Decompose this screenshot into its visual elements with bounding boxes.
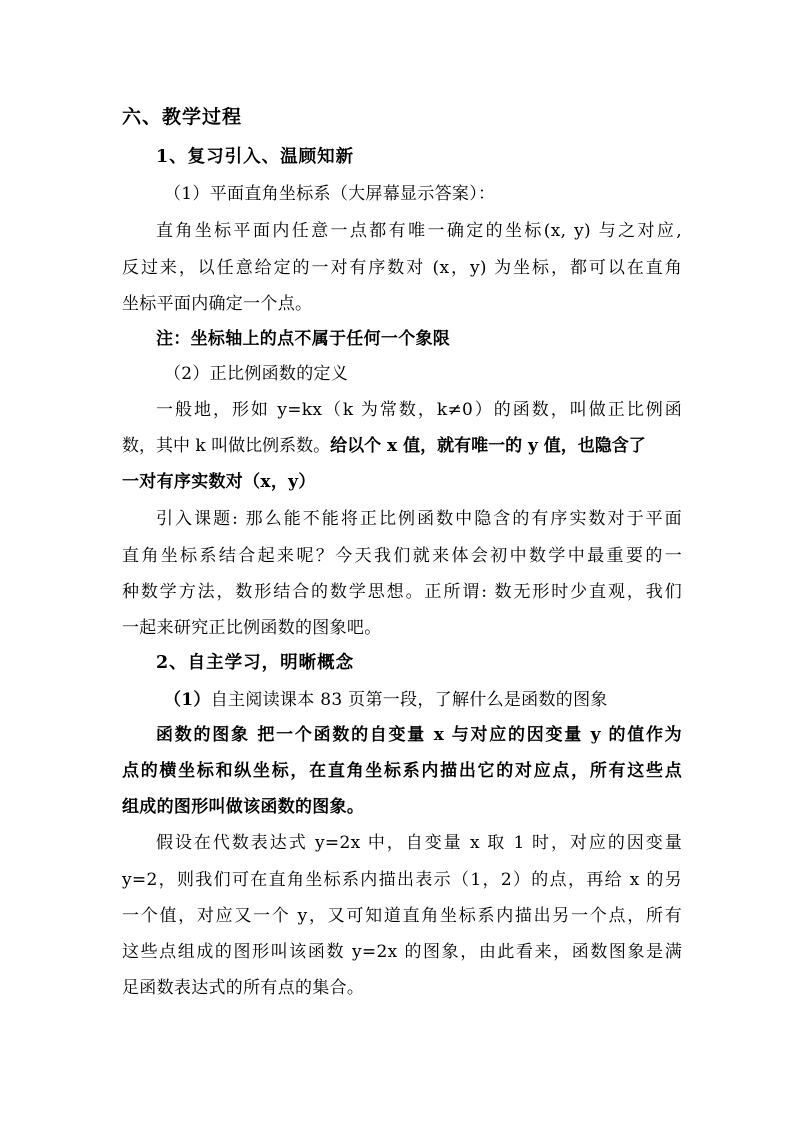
- item2-title: （2）正比例函数的定义: [164, 364, 349, 384]
- part1-heading: 1、复习引入、温顾知新: [156, 147, 355, 167]
- example-line: 假设在代数表达式 y=2x 中，自变量 x 取 1 时，对应的因变量: [156, 833, 682, 853]
- definition-line: 一般地，形如 y=kx（k 为常数，k≠0）的函数，叫做正比例函: [156, 400, 682, 420]
- function-graph-definition-line: 点的横坐标和纵坐标，在直角坐标系内描出它的对应点，所有这些点: [122, 761, 682, 781]
- paragraph-line: 反过来，以任意给定的一对有序数对 (x，y) 为坐标，都可以在直角: [122, 258, 682, 278]
- item1-title: （1）平面直角坐标系（大屏幕显示答案）：: [164, 184, 496, 204]
- intro-line: 一起来研究正比例函数的图象吧。: [122, 618, 382, 638]
- intro-line: 直角坐标系结合起来呢？今天我们就来体会初中数学中最重要的一: [122, 546, 682, 566]
- part2-item1-text: 自主阅读课本 83 页第一段，了解什么是函数的图象: [210, 690, 608, 710]
- intro-line: 引入课题: 那么能不能将正比例函数中隐含的有序实数对于平面: [156, 509, 682, 529]
- paragraph-line: 坐标平面内确定一个点。: [122, 294, 313, 314]
- intro-line: 种数学方法，数形结合的数学思想。正所谓: 数无形时少直观，我们: [122, 582, 682, 602]
- example-line: 足函数表达式的所有点的集合。: [122, 978, 365, 998]
- definition-line: 一对有序实数对（x，y）: [122, 472, 316, 492]
- example-line: y=2，则我们可在直角坐标系内描出表示（1，2）的点，再给 x 的另: [122, 870, 682, 890]
- function-graph-definition-line: 组成的图形叫做该函数的图象。: [122, 797, 365, 817]
- section-title: 六、教学过程: [122, 106, 243, 128]
- function-graph-definition-line: 函数的图象 把一个函数的自变量 x 与对应的因变量 y 的值作为: [156, 725, 682, 745]
- part2-heading: 2、自主学习，明晰概念: [156, 653, 355, 673]
- paragraph-line: 直角坐标平面内任意一点都有唯一确定的坐标(x, y) 与之对应,: [156, 221, 682, 241]
- example-line: 这些点组成的图形叫该函数 y=2x 的图象，由此看来，函数图象是满: [122, 942, 682, 962]
- definition-line: [122, 435, 682, 457]
- definition-bold-text: 给以个 x 值，就有唯一的 y 值，也隐含了: [330, 436, 646, 456]
- definition-normal-text: 数，其中 k 叫做比例系数。: [122, 436, 331, 456]
- example-line: 一个值，对应又一个 y，又可知道直角坐标系内描出另一个点，所有: [122, 906, 682, 926]
- note-text: 注：坐标轴上的点不属于任何一个象限: [156, 329, 451, 349]
- part2-item1: [164, 689, 682, 711]
- part2-item1-number: （1）: [164, 690, 211, 710]
